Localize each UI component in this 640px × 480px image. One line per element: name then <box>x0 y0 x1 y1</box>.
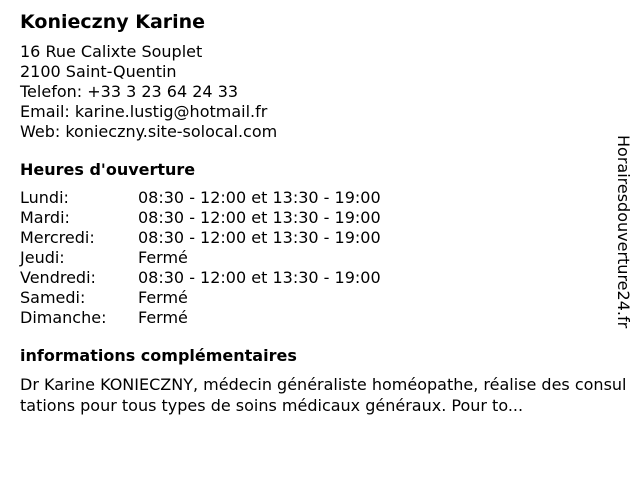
opening-hours-table <box>20 188 630 328</box>
hours-time: Fermé <box>138 308 188 327</box>
hours-day: Lundi: <box>20 188 69 207</box>
hours-row <box>20 188 630 208</box>
hours-row <box>20 208 630 228</box>
hours-day: Mardi: <box>20 208 70 227</box>
hours-row <box>20 308 630 328</box>
hours-time: Fermé <box>138 248 188 267</box>
business-card <box>20 10 630 416</box>
phone-line <box>20 82 630 102</box>
web-line <box>20 122 630 142</box>
hours-time: 08:30 - 12:00 et 13:30 - 19:00 <box>138 268 381 287</box>
hours-day: Samedi: <box>20 288 86 307</box>
hours-time: 08:30 - 12:00 et 13:30 - 19:00 <box>138 228 381 247</box>
address-street: 16 Rue Calixte Souplet <box>20 42 203 61</box>
additional-info-text: Dr Karine KONIECZNY, médecin généraliste homéopathe, réalise des consultations pour tous types de soins médicaux généraux. Pour to... <box>20 375 627 415</box>
hours-row <box>20 268 630 288</box>
business-name: Konieczny Karine <box>20 11 206 33</box>
hours-time: 08:30 - 12:00 et 13:30 - 19:00 <box>138 188 381 207</box>
email-address[interactable]: karine.lustig@hotmail.fr <box>74 102 268 121</box>
hours-time: Fermé <box>138 288 188 307</box>
website-link[interactable]: konieczny.site-solocal.com <box>65 122 278 141</box>
address-city: 2100 Saint-Quentin <box>20 62 177 81</box>
hours-day: Jeudi: <box>20 248 65 267</box>
hours-day: Mercredi: <box>20 228 95 247</box>
email-line <box>20 102 630 122</box>
web-label: Web: <box>20 122 66 141</box>
phone-label: Telefon: <box>20 82 88 101</box>
hours-day: Vendredi: <box>20 268 96 287</box>
opening-hours-heading: Heures d'ouverture <box>20 160 196 179</box>
hours-row <box>20 228 630 248</box>
hours-day: Dimanche: <box>20 308 107 327</box>
hours-time: 08:30 - 12:00 et 13:30 - 19:00 <box>138 208 381 227</box>
hours-row <box>20 288 630 308</box>
email-label: Email: <box>20 102 75 121</box>
phone-number[interactable]: +33 3 23 64 24 33 <box>87 82 239 101</box>
hours-row <box>20 248 630 268</box>
site-watermark: Horairesdouverture24.fr <box>614 135 633 329</box>
additional-info-heading: informations complémentaires <box>20 346 297 365</box>
